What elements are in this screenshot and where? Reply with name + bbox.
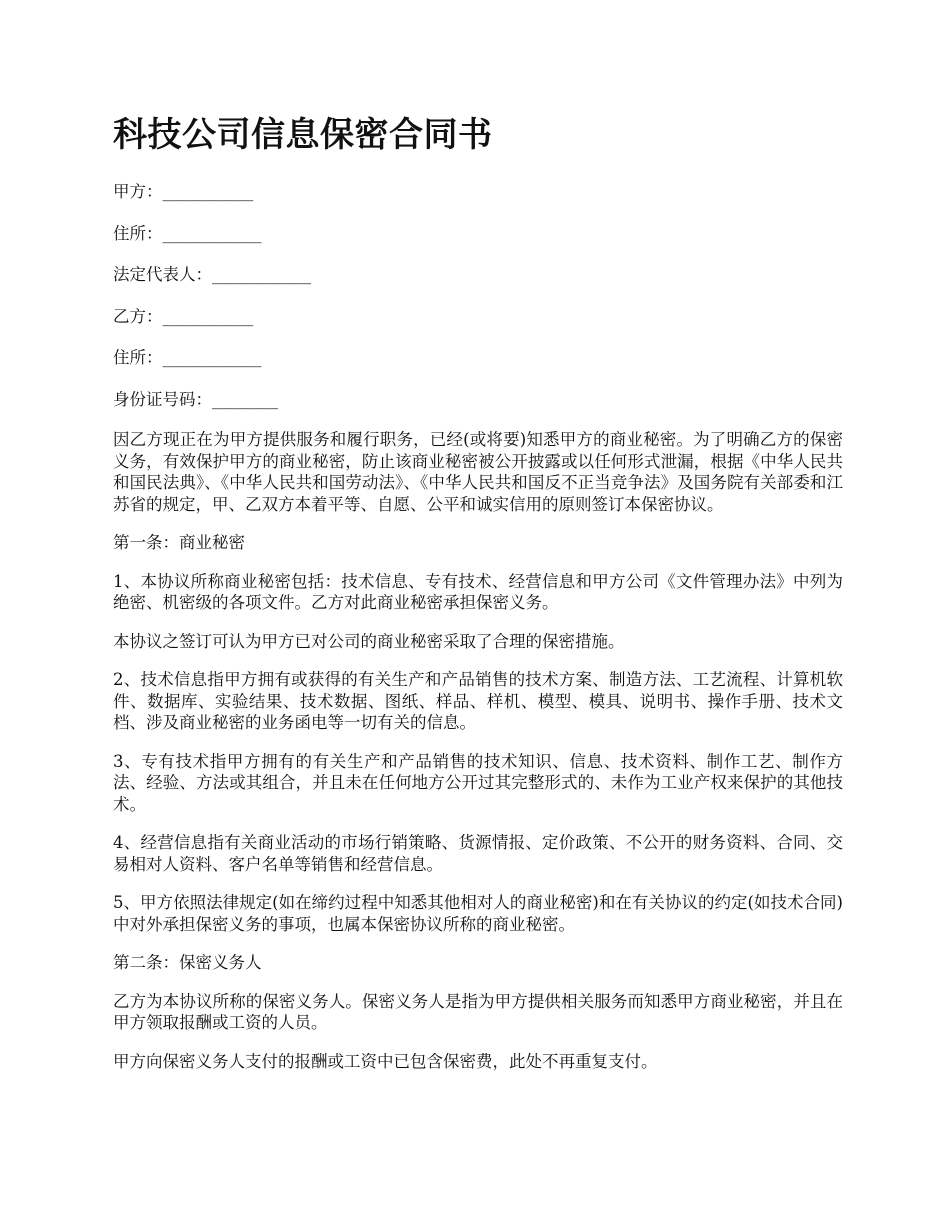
article-1-clause-4: 4、经营信息指有关商业活动的市场行销策略、货源情报、定价政策、不公开的财务资料、合同、交易相对人资料、客户名单等销售和经营信息。 — [113, 833, 843, 874]
document-page — [113, 110, 843, 1089]
article-2-heading: 第二条：保密义务人 — [113, 953, 262, 972]
article-2-paragraph-1: 乙方为本协议所称的保密义务人。保密义务人是指为甲方提供相关服务而知悉甲方商业秘密，并且在甲方领取报酬或工资的人员。 — [113, 991, 843, 1032]
article-1-clause-3: 3、专有技术指甲方拥有的有关生产和产品销售的技术知识、信息、技术资料、制作工艺、制作方法、经验、方法或其组合，并且未在任何地方公开过其完整形式的、未作为工业产权来保护的其他技术。 — [113, 751, 843, 814]
party-b-field: 乙方：___________ — [113, 306, 254, 326]
party-a-address-field: 住所：____________ — [113, 223, 262, 243]
legal-representative-field: 法定代表人：____________ — [113, 265, 311, 284]
id-number-field: 身份证号码：________ — [113, 389, 278, 409]
article-1-clause-1: 1、本协议所称商业秘密包括：技术信息、专有技术、经营信息和甲方公司《文件管理办法》中列为绝密、机密级的各项文件。乙方对此商业秘密承担保密义务。 — [113, 571, 843, 612]
article-1-note: 本协议之签订可认为甲方已对公司的商业秘密采取了合理的保密措施。 — [113, 631, 625, 651]
article-1-clause-5: 5、甲方依照法律规定(如在缔约过程中知悉其他相对人的商业秘密)和在有关协议的约定(如技术合同)中对外承担保密义务的事项，也属本保密协议所称的商业秘密。 — [113, 893, 843, 934]
article-1-heading: 第一条：商业秘密 — [113, 533, 245, 552]
article-2-paragraph-2: 甲方向保密义务人支付的报酬或工资中已包含保密费，此处不再重复支付。 — [113, 1051, 658, 1071]
preamble-paragraph: 因乙方现正在为甲方提供服务和履行职务，已经(或将要)知悉甲方的商业秘密。为了明确乙方的保密义务，有效保护甲方的商业秘密，防止该商业秘密被公开披露或以任何形式泄漏，根据《中华人民共和国民法典》、《中华人民共和国劳动法》、《中华人民共和国反不正当竞争法》及国务院有关部委和江苏省的规定，甲、乙双方本着平等、自愿、公平和诚实信用的原则签订本保密协议。 — [113, 430, 843, 514]
party-a-field: 甲方：___________ — [113, 182, 254, 201]
document-title: 科技公司信息保密合同书 — [113, 115, 493, 155]
party-b-address-field: 住所：____________ — [113, 348, 262, 367]
article-1-clause-2: 2、技术信息指甲方拥有或获得的有关生产和产品销售的技术方案、制造方法、工艺流程、计算机软件、数据库、实验结果、技术数据、图纸、样品、样机、模型、模具、说明书、操作手册、技术文档、涉及商业秘密的业务函电等一切有关的信息。 — [113, 670, 843, 732]
